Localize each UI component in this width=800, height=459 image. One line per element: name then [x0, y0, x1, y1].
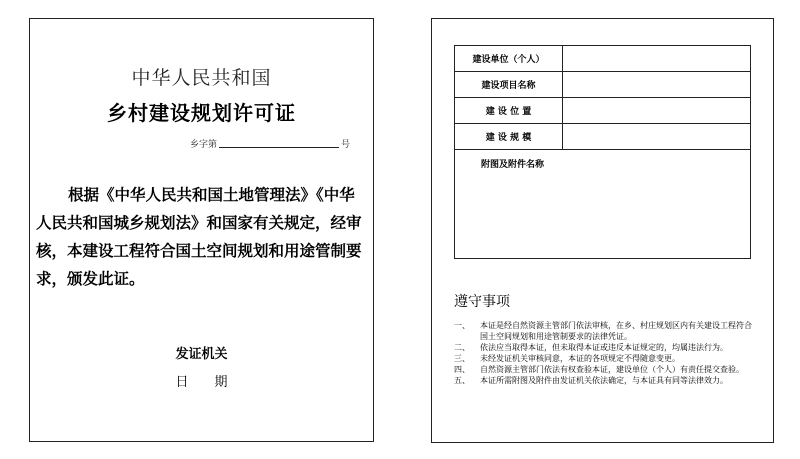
date-char-1: 日 — [175, 375, 189, 390]
number-blank-line — [219, 147, 339, 148]
table-row — [455, 150, 751, 259]
note-number: 五、 — [454, 375, 470, 385]
issuing-authority-label: 发证机关 — [175, 347, 228, 362]
note-number: 四、 — [454, 364, 470, 374]
row-value-location — [563, 98, 751, 124]
note-number: 一、 — [454, 321, 470, 330]
country-title: 中华人民共和国 — [131, 67, 272, 89]
notes-title: 遵守事项 — [454, 294, 510, 310]
table-row — [455, 98, 751, 124]
note-item — [454, 343, 752, 354]
notes-list — [454, 321, 752, 387]
attachments-cell: 附图及附件名称 — [455, 150, 751, 259]
date-label — [30, 371, 373, 390]
row-value-builder — [563, 46, 751, 72]
table-row — [455, 72, 751, 98]
number-suffix: 号 — [341, 140, 351, 150]
row-value-project-name — [563, 72, 751, 98]
note-number: 二、 — [454, 342, 470, 352]
note-text: 依法应当取得本证，但未取得本证或违反本证规定的，均属违法行为。 — [480, 342, 728, 352]
certificate-number-line — [190, 137, 350, 150]
row-value-scale — [563, 124, 751, 150]
date-char-2: 期 — [214, 375, 228, 390]
note-text: 未经发证机关审核同意，本证的各项规定不得随意变更。 — [480, 353, 680, 363]
row-label-project-name: 建设项目名称 — [455, 72, 563, 98]
note-text: 本证是经自然资源主管部门依法审核，在乡、村庄规划区内有关建设工程符合国土空间规划和用途管制要求的法律凭证。 — [480, 321, 752, 341]
row-label-location: 建 设 位 置 — [455, 98, 563, 124]
certificate-title: 乡村建设规划许可证 — [107, 101, 296, 125]
certificate-back-page — [431, 18, 774, 443]
note-item — [454, 321, 752, 342]
table-row — [455, 46, 751, 72]
note-item — [454, 376, 752, 387]
note-item — [454, 354, 752, 365]
row-label-scale: 建 设 规 模 — [455, 124, 563, 150]
note-text: 自然资源主管部门依法有权查验本证，建设单位（个人）有责任提交查验。 — [480, 364, 744, 374]
project-info-table — [454, 45, 751, 259]
certificate-body — [36, 181, 368, 293]
note-number: 三、 — [454, 353, 470, 363]
row-label-builder: 建设单位（个人） — [455, 46, 563, 72]
note-item — [454, 365, 752, 376]
certificate-front-page — [29, 18, 374, 442]
note-text: 本证所需附图及附件由发证机关依法确定，与本证具有同等法律效力。 — [480, 375, 728, 385]
number-prefix: 乡字第 — [190, 140, 218, 150]
table-row — [455, 124, 751, 150]
certificate-body-text: 根据《中华人民共和国土地管理法》《中华人民共和国城乡规划法》和国家有关规定，经审核，本建设工程符合国土空间规划和用途管制要求，颁发此证。 — [36, 185, 362, 288]
